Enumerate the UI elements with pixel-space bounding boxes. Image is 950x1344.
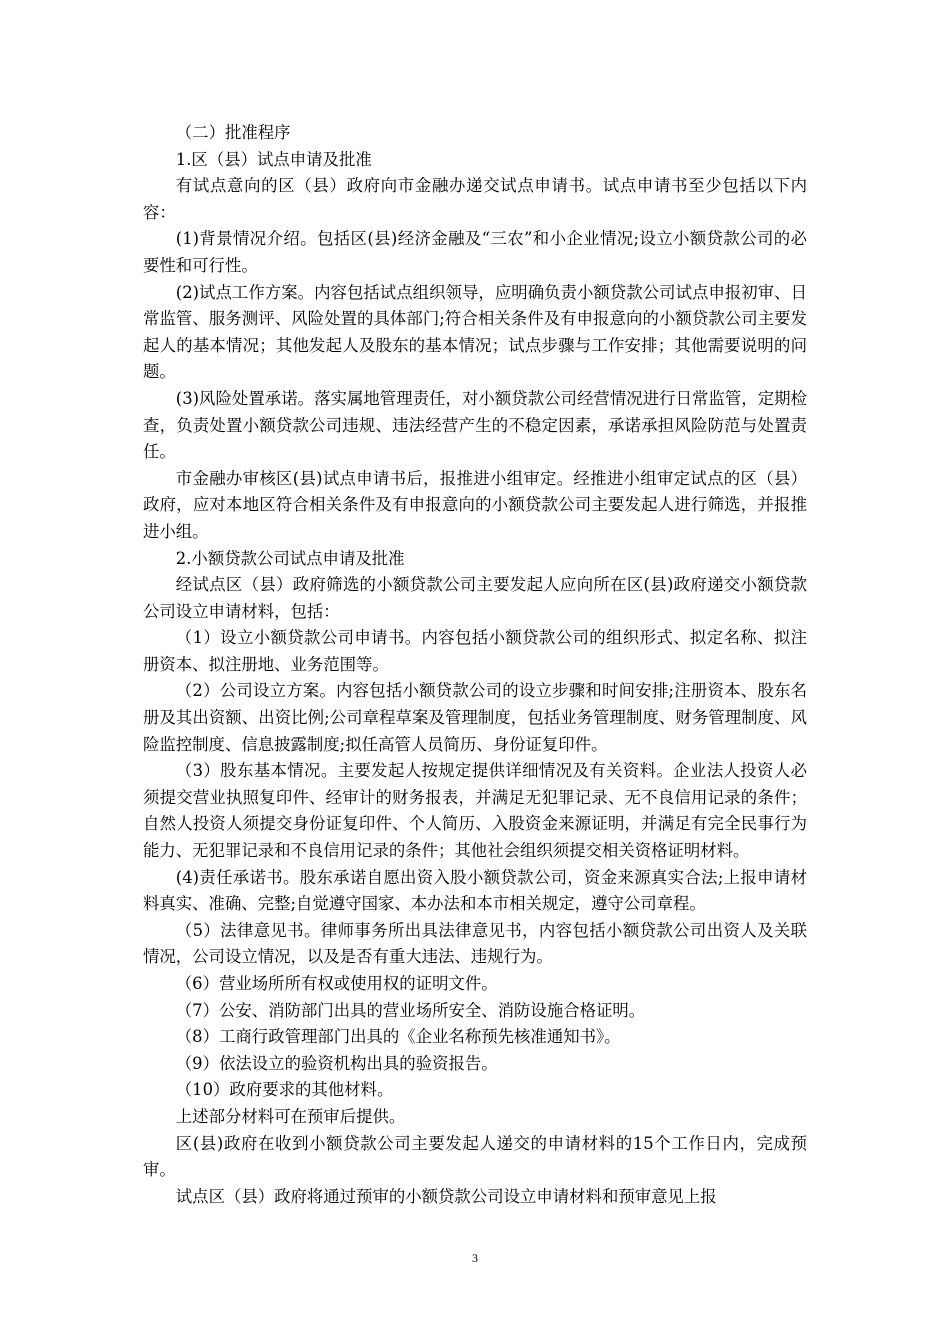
paragraph: 上述部分材料可在预审后提供。 [175, 1106, 406, 1126]
list-item: (4)责任承诺书。股东承诺自愿出资入股小额贷款公司，资金来源真实合法;上报申请材料真实、准确、完整;自觉遵守国家、本办法和本市相关规定，遵守公司章程。 [143, 867, 807, 914]
paragraph: 区(县)政府在收到小额贷款公司主要发起人递交的申请材料的15个工作日内，完成预审。 [143, 1133, 807, 1180]
list-item: （6）营业场所所有权或使用权的证明文件。 [175, 974, 498, 993]
section-heading: （二）批准程序 [175, 123, 291, 142]
list-item: (3)风险处置承诺。落实属地管理责任，对小额贷款公司经营情况进行日常监管，定期检查，负责处置小额贷款公司违规、违法经营产生的不稳定因素，承诺承担风险防范与处置责任。 [143, 388, 807, 462]
list-item: （5）法律意见书。律师事务所出具法律意见书，内容包括小额贷款公司出资人及关联情况，公司设立情况，以及是否有重大违法、违规行为。 [143, 920, 807, 967]
paragraph: 市金融办审核区(县)试点申请书后，报推进小组审定。经推进小组审定试点的区（县）政府，应对本地区符合相关条件及有申报意向的小额贷款公司主要发起人进行筛选，并报推进小组。 [143, 468, 807, 541]
paragraph: 经试点区（县）政府筛选的小额贷款公司主要发起人应向所在区(县)政府递交小额贷款公司设立申请材料，包括： [143, 575, 807, 621]
list-item: (1)背景情况介绍。包括区(县)经济金融及“三农”和小企业情况;设立小额贷款公司的必要性和可行性。 [143, 229, 807, 275]
document-body [143, 120, 807, 1210]
list-item: （8）工商行政管理部门出具的《企业名称预先核准通知书》。 [175, 1027, 621, 1047]
subsection-heading: 1.区（县）试点申请及批准 [175, 149, 372, 169]
paragraph: 有试点意向的区（县）政府向市金融办递交试点申请书。试点申请书至少包括以下内容： [143, 176, 807, 222]
list-item: （1）设立小额贷款公司申请书。内容包括小额贷款公司的组织形式、拟定名称、拟注册资本、拟注册地、业务范围等。 [143, 628, 807, 674]
list-item: (2)试点工作方案。内容包括试点组织领导，应明确负责小额贷款公司试点申报初审、日常监管、服务测评、风险处置的具体部门;符合相关条件及有申报意向的小额贷款公司主要发起人的基本情况；其他发起人及股东的基本情况；试点步骤与工作安排；其他需要说明的问题。 [143, 282, 807, 382]
subsection-heading: 2.小额贷款公司试点申请及批准 [175, 548, 405, 568]
list-item: （7）公安、消防部门出具的营业场所安全、消防设施合格证明。 [175, 1000, 646, 1020]
list-item: （10）政府要求的其他材料。 [175, 1080, 394, 1100]
page-number: 3 [472, 1251, 478, 1265]
paragraph: 试点区（县）政府将通过预审的小额贷款公司设立申请材料和预审意见上报 [175, 1186, 717, 1206]
list-item: （3）股东基本情况。主要发起人按规定提供详细情况及有关资料。企业法人投资人必须提交营业执照复印件、经审计的财务报表，并满足无犯罪记录、无不良信用记录的条件；自然人投资人须提交身份证复印件、个人简历、入股资金来源证明，并满足有完全民事行为能力、无犯罪记录和不良信用记录的条件；其他社会组织须提交相关资格证明材料。 [143, 761, 807, 861]
list-item: （2）公司设立方案。内容包括小额贷款公司的设立步骤和时间安排;注册资本、股东名册及其出资额、出资比例;公司章程草案及管理制度，包括业务管理制度、财务管理制度、风险监控制度、信息披露制度;拟任高管人员简历、身份证复印件。 [143, 681, 807, 754]
list-item: （9）依法设立的验资机构出具的验资报告。 [175, 1053, 498, 1073]
